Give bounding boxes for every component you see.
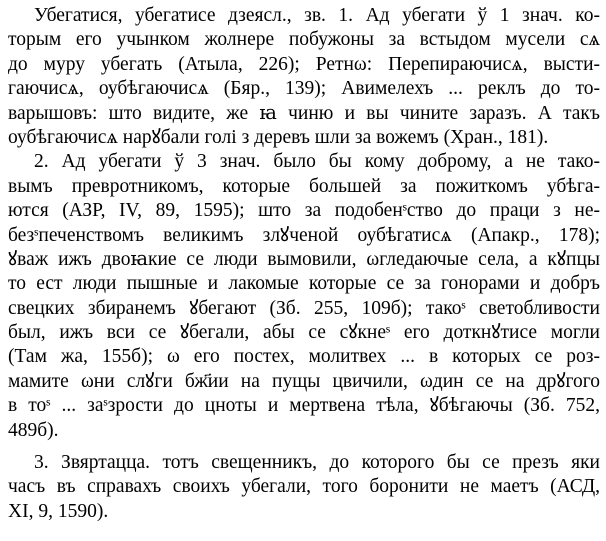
text-line: мамите ωни слꙋги бж҃ии на пущы цвичили, ωдин се на дрꙋгого <box>8 370 600 392</box>
text-line: то ест люди пышные и лакомые которые се за гонорами и добръ <box>8 273 600 295</box>
text-line: ются (АЗР, IV, 89, 1595); што за подобенˢство до праци з не- <box>8 200 600 222</box>
sense-2-paragraph <box>8 150 600 443</box>
text-line: 3. Звяртацца. тотъ свещенникъ, до которого бы се презъ яки <box>34 452 600 474</box>
text-line: часъ въ справахъ своихъ убегали, того боронити не маетъ (АСД, <box>8 476 600 498</box>
text-line: гаючисѧ, оубѣгаючисѧ (Бяр., 139); Авимелехъ ... реклъ до то- <box>8 78 600 100</box>
text-line: до муру убегать (Атыла, 226); Ретнω: Перепираючисѧ, высти- <box>8 53 600 75</box>
text-line: (Там жа, 155б); ω его постех, молитвех ... в которых се роз- <box>8 346 600 368</box>
text-line: был, ижъ вси се ꙋбегали, абы се сꙋкнеˢ его доткнꙋтисе могли <box>8 322 600 344</box>
text-line: безˢпеченствомъ великимъ злꙋченой оубѣгатисѧ (Апакр., 178); <box>8 224 600 246</box>
text-line: варышовъ: што видите, же ꙗ чиню и вы чините заразъ. А такъ <box>8 102 600 124</box>
text-line: XI, 9, 1590). <box>8 500 109 522</box>
text-line: Убегатися, убегатисе дзеясл., зв. 1. Ад убегати ў 1 знач. ко- <box>34 5 600 26</box>
text-line: 489б). <box>8 419 59 441</box>
text-line: торым его учынком жолнере побужоны за встыдом мусели сѧ <box>8 29 600 51</box>
dictionary-entry <box>8 4 600 524</box>
sense-intro-paragraph <box>8 4 600 150</box>
text-line: ꙋваж ижъ двоꙗкие се люди вымовили, ωгледаючые села, а кꙋпцы <box>8 248 600 270</box>
sense-3-paragraph <box>8 451 600 524</box>
text-line: свецких збиранемъ ꙋбегают (Зб. 255, 109б); такоˢ светобливости <box>8 297 600 319</box>
text-line: 2. Ад убегати ў 3 знач. было бы кому доброму, а не тако- <box>34 151 600 173</box>
text-line: в тоˢ ... заˢзрости до цноты и мертвена тѣла, ꙋбѣгаючы (Зб. 752, <box>8 395 600 417</box>
text-line: оубѣгаючисѧ нарꙋбали голі з деревъ шли за вожемъ (Хран., 181). <box>8 126 549 148</box>
text-line: вымъ превротникомъ, которые большей за пожиткомъ убѣга- <box>8 175 600 197</box>
